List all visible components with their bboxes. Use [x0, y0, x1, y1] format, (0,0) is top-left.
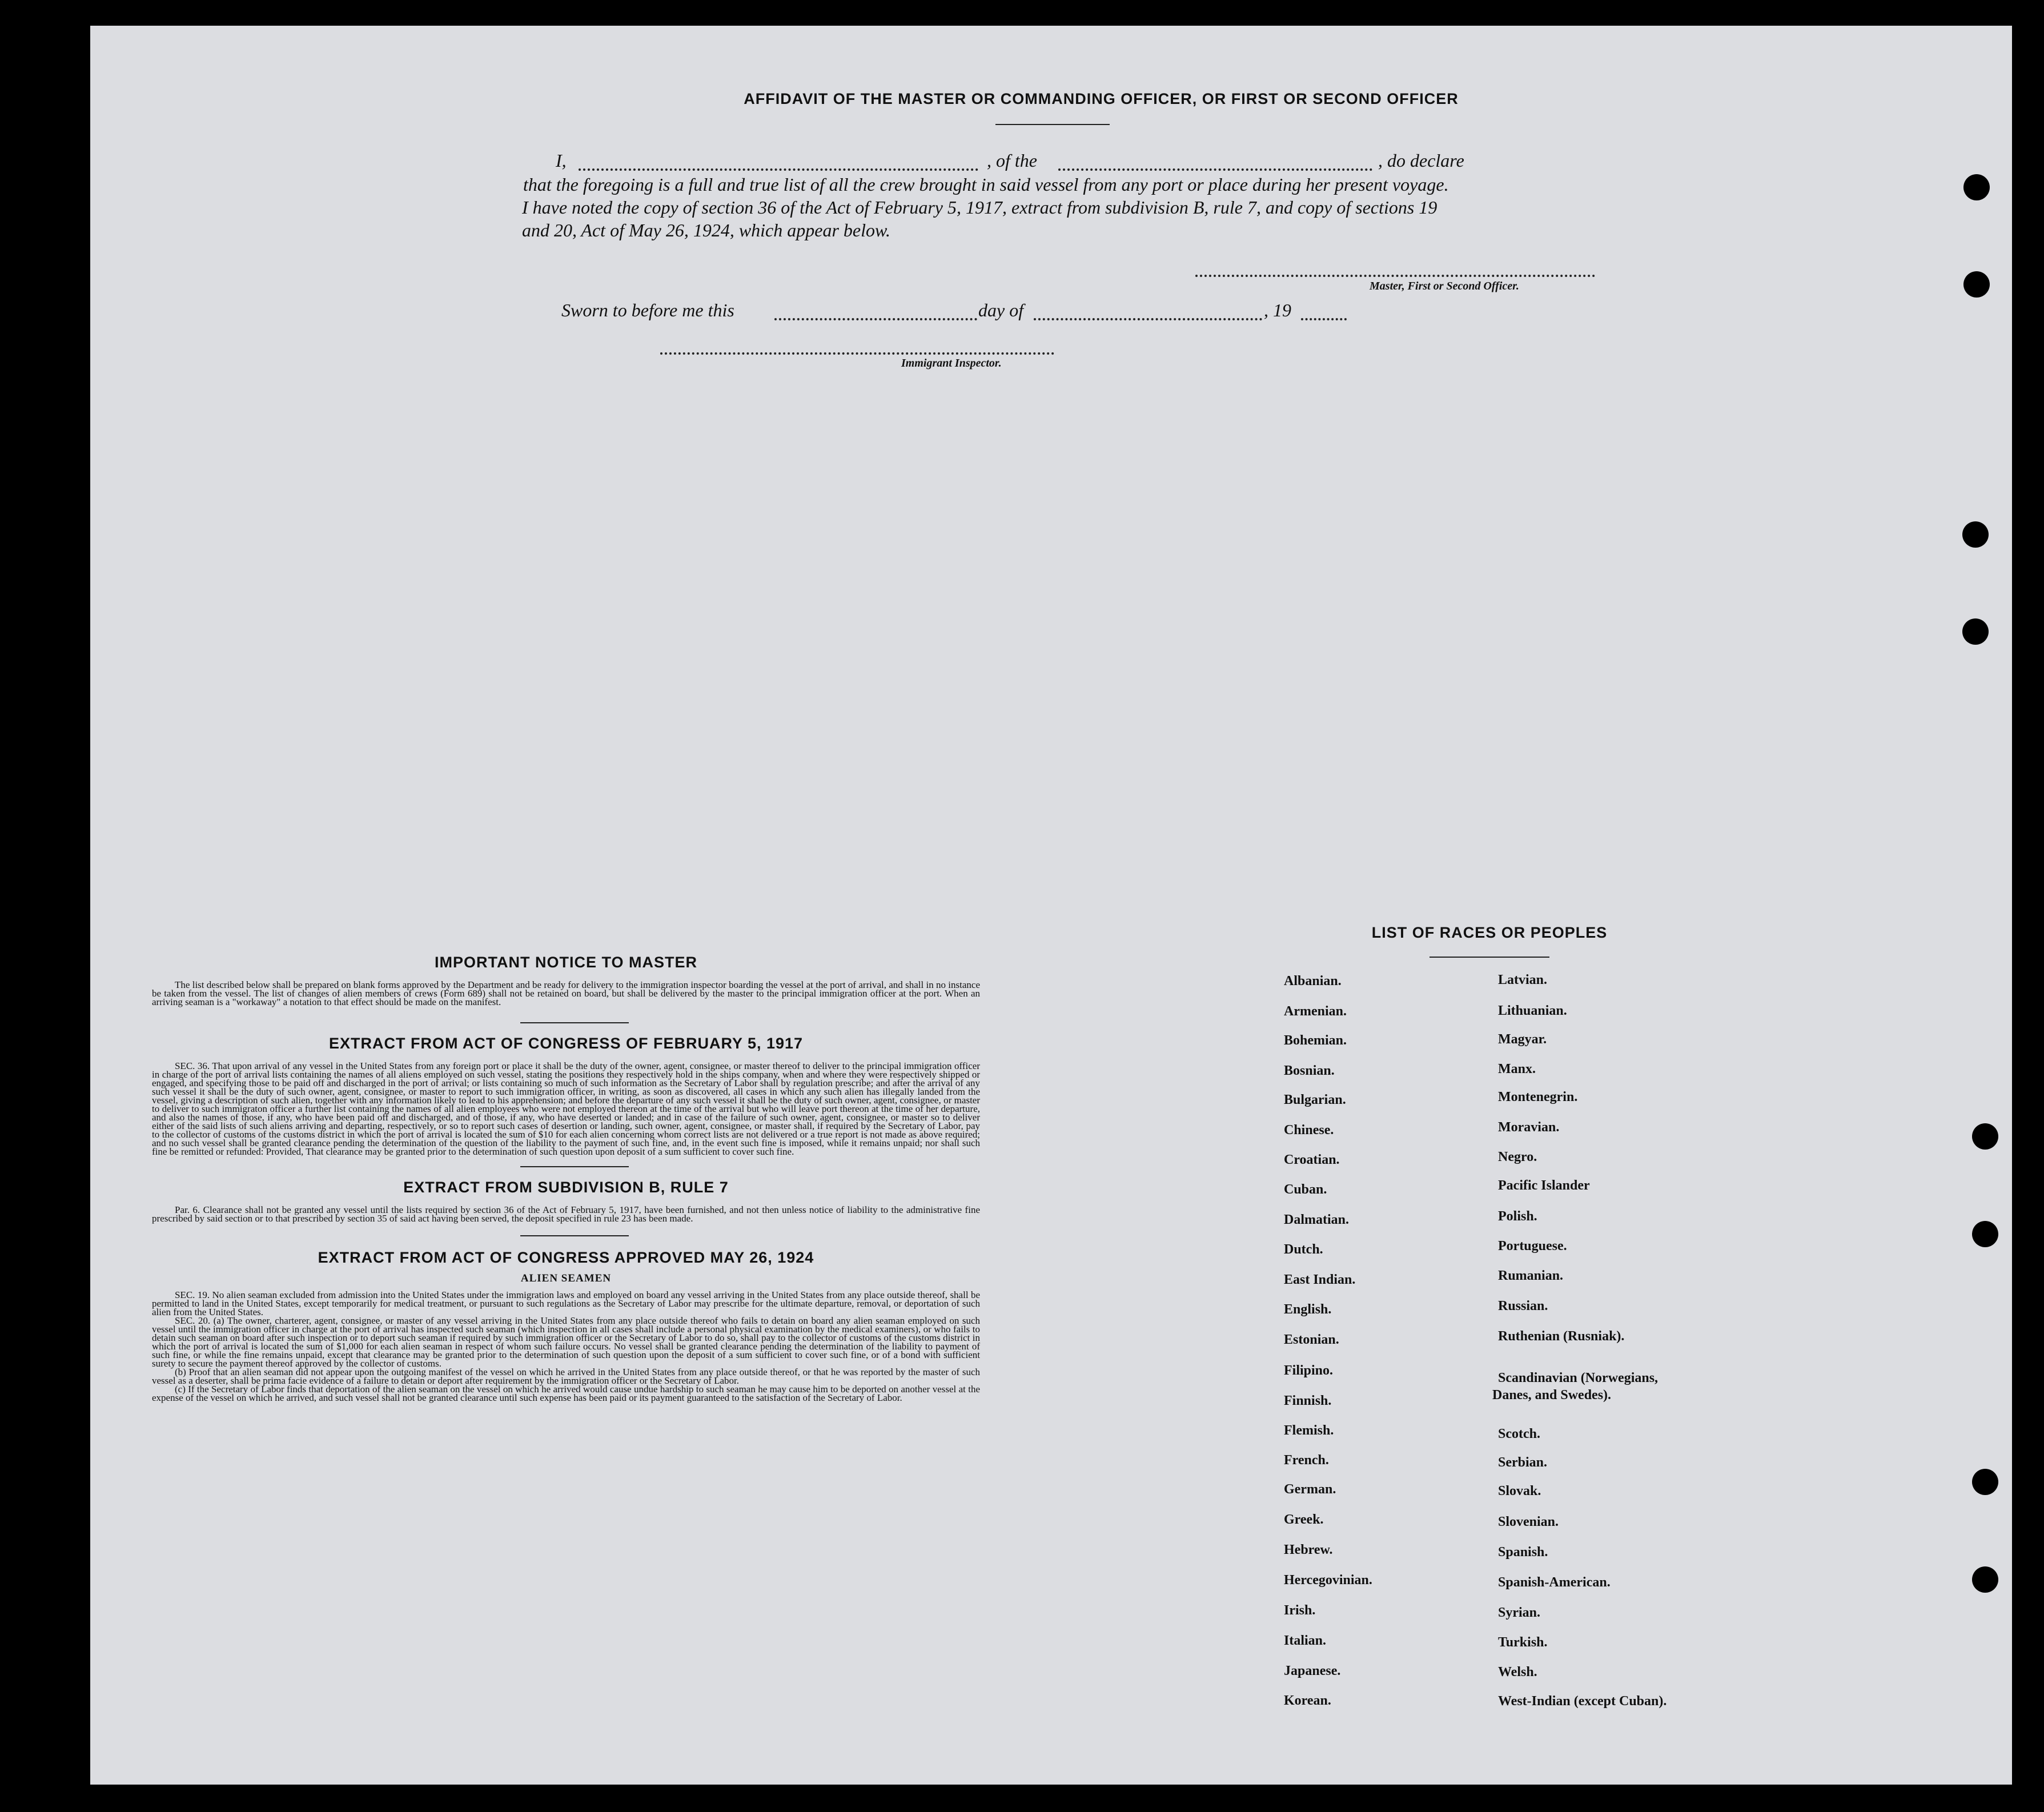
- race-item: Danes, and Swedes).: [1492, 1388, 1612, 1403]
- race-item: Hercegovinian.: [1284, 1573, 1372, 1588]
- sworn-month-blank: [1034, 318, 1262, 320]
- sworn-day-blank: [774, 318, 977, 320]
- alien-seamen-subtitle: ALIEN SEAMEN: [520, 1272, 612, 1284]
- rule-7-title: EXTRACT FROM SUBDIVISION B, RULE 7: [403, 1179, 729, 1196]
- race-item: East Indian.: [1284, 1272, 1356, 1287]
- extracts-column: [152, 954, 980, 1402]
- extract-1917-title: EXTRACT FROM ACT OF CONGRESS OF FEBRUARY 5, 1917: [328, 1035, 804, 1052]
- race-item: Irish.: [1284, 1603, 1316, 1618]
- race-item: Dalmatian.: [1284, 1212, 1349, 1227]
- race-item: Korean.: [1284, 1693, 1331, 1708]
- name-blank: [579, 168, 978, 171]
- race-item: Finnish.: [1284, 1393, 1332, 1408]
- race-item: Chinese.: [1284, 1123, 1334, 1138]
- race-item: Italian.: [1284, 1633, 1327, 1648]
- divider-1: [520, 1022, 629, 1023]
- race-item: Flemish.: [1284, 1423, 1334, 1438]
- master-caption: Master, First or Second Officer.: [1370, 280, 1519, 292]
- punch-hole: [1962, 618, 1989, 645]
- race-item: Syrian.: [1498, 1605, 1541, 1620]
- race-item: Russian.: [1498, 1299, 1548, 1313]
- notice-text: The list described below shall be prepared on blank forms approved by the Department and be ready for delivery to the immigration inspector boarding the vessel at the port of arrival, and shall in no instance be taken from the vessel. The list of changes of alien members of crews (Form 689) shall not be retained on board, but shall be delivered by the master to the principal immigration officer at the port. When an arriving seaman is a "workaway" a notation to that effect should be made on the manifest.: [152, 979, 980, 1007]
- race-item: Bohemian.: [1284, 1033, 1347, 1048]
- notice-title: IMPORTANT NOTICE TO MASTER: [435, 954, 697, 971]
- race-item: Turkish.: [1498, 1635, 1548, 1650]
- extract-1924-title: EXTRACT FROM ACT OF CONGRESS APPROVED MAY 26, 1924: [318, 1249, 814, 1266]
- extract-1917-text: SEC. 36. That upon arrival of any vessel in the United States from any foreign port or place it shall be the duty of the owner, agent, consignee, or master thereof to deliver to the principal immigration officer in charge of the port of arrival lists containing the names of all aliens employed on such vessel, stating the positions they respectively hold in the ships company, when and where they were respectively shipped or engaged, and specifying those to be paid off and discharged in the port of arrival; or lists containing so much of such information as the Secretary of Labor shall by regulation prescribe; and after the arrival of any such vessel it shall be the duty of such owner, agent, consignee, or master to report to such immigration officer, in writing, as soon as discovered, all cases in which any such alien has illegally landed from the vessel, giving a description of such alien, together with any information likely to lead to his apprehension; and before the departure of any such vessel it shall be the duty of such owner, agent, consignee, or master to deliver to such immigraton officer a further list containing the names of all alien employees who were not employed thereon at the time of the arrival but who will leave port thereon at the time of her departure, and also the names of those, if any, who have been paid off and discharged, and of those, if any, who have deserted or landed; and in case of the failure of such owner, agent, consignee, or master so to deliver either of the said lists of such aliens arriving and departing, respectively, or so to report such cases of desertion or landing, such owner, agent, consignee, or master shall, if required by the Secretary of Labor, pay to the collector of customs of the customs district in which the port of arrival is located the sum of $10 for each alien concerning whom correct lists are not delivered or a true report is not made as above required; and no such vessel shall be granted clearance pending the determination of the question of the liability to the payment of such fine, and, in the event such fine is imposed, while it remains unpaid; nor shall such fine be remitted or refunded: Provided, That clearance may be granted prior to the determination of such question upon deposit of a sum sufficient to cover such fine.: [152, 1060, 980, 1157]
- sworn-label: Sworn to before me this: [561, 300, 734, 320]
- affidavit-i: I,: [556, 150, 567, 171]
- title-underline: [995, 124, 1110, 125]
- race-item: Slovenian.: [1498, 1514, 1559, 1529]
- punch-hole: [1972, 1566, 1998, 1593]
- punch-hole: [1963, 271, 1990, 298]
- race-item: Bulgarian.: [1284, 1092, 1346, 1107]
- race-item: Pacific Islander: [1498, 1178, 1590, 1193]
- race-item: Filipino.: [1284, 1363, 1334, 1378]
- sec-19-text: SEC. 19. No alien seaman excluded from admission into the United States under the immigration laws and employed on board any vessel arriving in the United States from any place outside thereof, shall be permitted to land in the United States, except temporarily for medical treatment, or pursuant to such regulations as the Secretary of Labor may prescribe for the ultimate departure, removal, or deportation of such alien from the United States.: [152, 1289, 980, 1317]
- race-item: Greek.: [1284, 1512, 1324, 1527]
- race-item: Cuban.: [1284, 1182, 1327, 1197]
- divider-2: [520, 1166, 629, 1167]
- race-item: Moravian.: [1498, 1120, 1560, 1135]
- race-item: Polish.: [1498, 1209, 1537, 1224]
- race-item: Rumanian.: [1498, 1268, 1564, 1283]
- punch-hole: [1972, 1469, 1998, 1495]
- divider-3: [520, 1235, 629, 1236]
- vessel-blank: [1058, 168, 1372, 171]
- race-item: Spanish-American.: [1498, 1575, 1611, 1590]
- race-item: Manx.: [1498, 1062, 1536, 1076]
- race-item: Hebrew.: [1284, 1542, 1333, 1557]
- race-item: Armenian.: [1284, 1004, 1347, 1019]
- sec-20b-text: (b) Proof that an alien seaman did not appear upon the outgoing manifest of the vessel on which he arrived in the United States from any place outside thereof, or that he was reported by the master of such vessel as a deserter, shall be prima facie evidence of a failure to detain or deport after requirement by the immigration officer or the Secretary of Labor.: [152, 1367, 980, 1386]
- race-item: Ruthenian (Rusniak).: [1498, 1329, 1625, 1344]
- inspector-caption: Immigrant Inspector.: [901, 357, 1002, 369]
- race-item: French.: [1284, 1453, 1329, 1468]
- rule-7-text: Par. 6. Clearance shall not be granted any vessel until the lists required by section 36 of the Act of February 5, 1917, have been furnished, and not then unless notice of liability to the administrative fine prescribed by said section or to that prescribed by section 35 of said act having been served, the deposit specified in rule 23 has been made.: [152, 1204, 980, 1224]
- race-item: Croatian.: [1284, 1152, 1340, 1167]
- punch-hole: [1962, 521, 1989, 548]
- day-of-label: day of: [978, 300, 1024, 320]
- race-item: Serbian.: [1498, 1455, 1548, 1470]
- race-item: Latvian.: [1498, 973, 1548, 987]
- sec-20a-text: SEC. 20. (a) The owner, charterer, agent, consignee, or master of any vessel arriving in the United States from any place outside thereof who fails to detain on board any alien seaman employed on such vessel until the immigration officer in charge at the port of arrival has inspected such seaman (which inspection in all cases shall include a personal physical examination by the medical examiners), or who fails to detain such seaman on board after such inspection or to deport such seaman if required by such immigration officer or the Secretary of Labor to do so, shall pay to the collector of customs of the customs district in which the port of arrival is located the sum of $1,000 for each alien seaman in respect of whom such failure occurs. No vessel shall be granted clearance pending the determination of the liability to payment of such fine, or while the fine remains unpaid, except that clearance may be granted prior to the determination of such question upon the deposit of a sum sufficient to cover such fine, or of a bond with sufficient surety to secure the payment thereof approved by the collector of customs.: [152, 1315, 980, 1369]
- race-item: Scandinavian (Norwegians,: [1498, 1371, 1659, 1385]
- race-item: Estonian.: [1284, 1332, 1339, 1347]
- races-title-underline: [1429, 957, 1549, 958]
- affidavit-title: AFFIDAVIT OF THE MASTER OR COMMANDING OFFICER, OR FIRST OR SECOND OFFICER: [744, 90, 1459, 107]
- race-item: Lithuanian.: [1498, 1003, 1567, 1018]
- sec-20c-text: (c) If the Secretary of Labor finds that deportation of the alien seaman on the vessel on which he arrived would cause undue hardship to such seaman he may cause him to be deported on another vessel at the expense of the vessel on which he arrived, and such vessel shall not be granted clearance until such expense has been paid or its payment guaranteed to the satisfaction of the Secretary of Labor.: [152, 1384, 980, 1403]
- race-item: Montenegrin.: [1498, 1090, 1578, 1104]
- year-label: , 19: [1264, 300, 1291, 320]
- race-item: Welsh.: [1498, 1665, 1537, 1680]
- race-item: Portuguese.: [1498, 1239, 1567, 1253]
- race-item: Spanish.: [1498, 1545, 1548, 1560]
- year-blank: [1301, 318, 1347, 320]
- race-item: Japanese.: [1284, 1664, 1341, 1678]
- inspector-signature-line: [660, 352, 1054, 355]
- affidavit-body: that the foregoing is a full and true list of all the crew brought in said vessel from any port or place during her present voyage. I have noted the copy of section 36 of the Act of February 5, 1917, extract from subdivision B, rule 7, and copy of sections 19 and 20, Act of May 26, 1924, which appear below.: [522, 174, 1449, 240]
- race-item: Dutch.: [1284, 1242, 1323, 1257]
- punch-hole: [1972, 1221, 1998, 1247]
- punch-hole: [1963, 174, 1990, 200]
- race-item: Bosnian.: [1284, 1063, 1335, 1078]
- punch-hole: [1972, 1123, 1998, 1150]
- master-signature-line: [1195, 275, 1595, 277]
- document-page: [90, 26, 2012, 1785]
- affidavit-of-the: , of the: [987, 150, 1037, 171]
- race-item: Albanian.: [1284, 974, 1342, 989]
- races-title: LIST OF RACES OR PEOPLES: [1371, 924, 1608, 941]
- race-item: Scotch.: [1498, 1427, 1540, 1441]
- race-item: Slovak.: [1498, 1484, 1541, 1498]
- affidavit-declare: , do declare: [1378, 150, 1464, 171]
- race-item: Negro.: [1498, 1150, 1537, 1164]
- race-item: West-Indian (except Cuban).: [1498, 1694, 1667, 1709]
- race-item: Magyar.: [1498, 1032, 1547, 1047]
- race-item: German.: [1284, 1482, 1336, 1497]
- race-item: English.: [1284, 1302, 1332, 1317]
